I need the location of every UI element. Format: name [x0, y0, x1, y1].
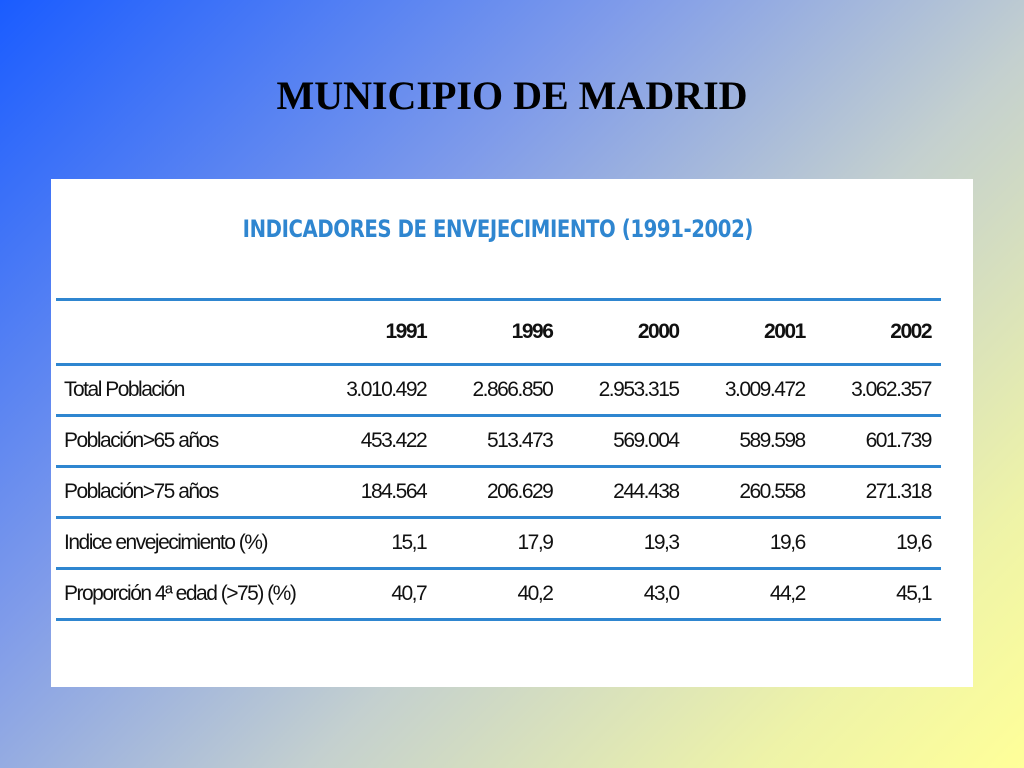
table-cell: 3.062.357	[815, 365, 941, 416]
year-header: 2002	[815, 300, 941, 365]
row-label: Población>65 años	[56, 416, 310, 467]
table-cell: 17,9	[436, 518, 562, 569]
table-cell: 40,7	[310, 569, 436, 620]
table-cell: 260.558	[689, 467, 815, 518]
table-row	[56, 416, 941, 467]
table-cell: 244.438	[562, 467, 688, 518]
table-row	[56, 365, 941, 416]
year-header: 2000	[562, 300, 688, 365]
header-corner-cell	[56, 300, 310, 365]
row-label: Total Población	[56, 365, 310, 416]
table-panel	[51, 179, 973, 687]
table-title: INDICADORES DE ENVEJECIMIENTO (1991-2002)	[242, 215, 753, 243]
table-cell: 2.866.850	[436, 365, 562, 416]
table-header-row	[56, 300, 941, 365]
table-cell: 513.473	[436, 416, 562, 467]
table-cell: 453.422	[310, 416, 436, 467]
table-row	[56, 467, 941, 518]
table-cell: 3.010.492	[310, 365, 436, 416]
year-header: 1996	[436, 300, 562, 365]
table-cell: 271.318	[815, 467, 941, 518]
table-cell: 15,1	[310, 518, 436, 569]
year-header: 1991	[310, 300, 436, 365]
table-cell: 569.004	[562, 416, 688, 467]
table-cell: 2.953.315	[562, 365, 688, 416]
year-header: 2001	[689, 300, 815, 365]
row-label: Indice envejecimiento (%)	[56, 518, 310, 569]
table-cell: 19,6	[689, 518, 815, 569]
table-cell: 43,0	[562, 569, 688, 620]
table-cell: 19,6	[815, 518, 941, 569]
table-cell: 589.598	[689, 416, 815, 467]
row-label: Población>75 años	[56, 467, 310, 518]
row-label: Proporción 4ª edad (>75) (%)	[56, 569, 310, 620]
table-cell: 184.564	[310, 467, 436, 518]
table-cell: 601.739	[815, 416, 941, 467]
table-cell: 40,2	[436, 569, 562, 620]
table-cell: 3.009.472	[689, 365, 815, 416]
table-row	[56, 518, 941, 569]
table-row	[56, 569, 941, 620]
table-cell: 45,1	[815, 569, 941, 620]
table-cell: 44,2	[689, 569, 815, 620]
table-cell: 206.629	[436, 467, 562, 518]
aging-indicators-table	[56, 298, 941, 621]
slide-title: MUNICIPIO DE MADRID	[276, 73, 748, 118]
table-cell: 19,3	[562, 518, 688, 569]
